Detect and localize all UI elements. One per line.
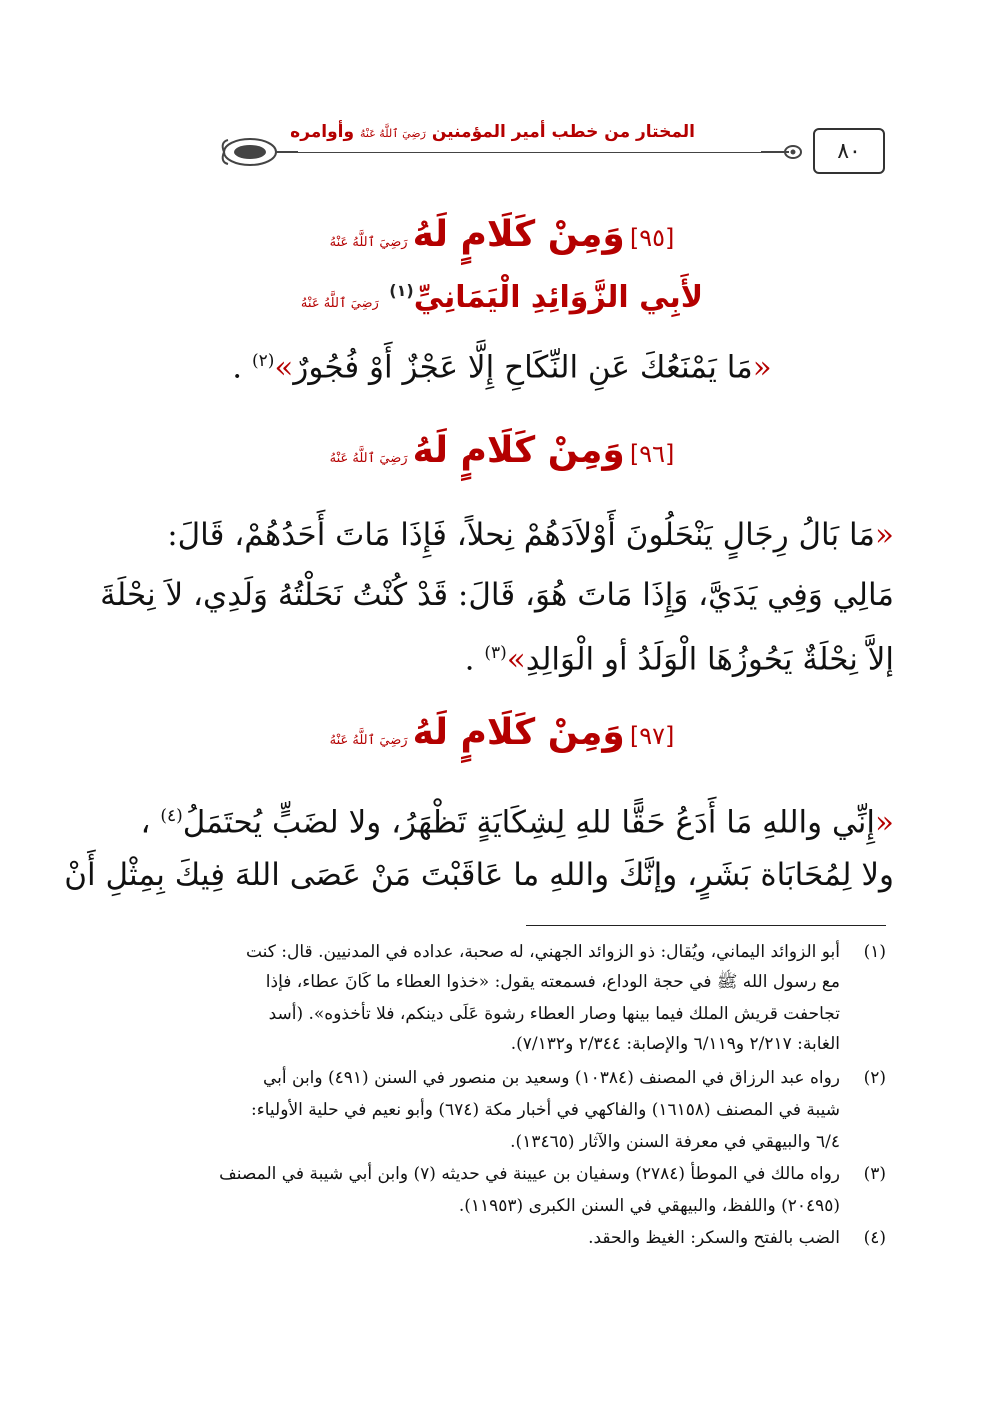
running-title: المختار من خطب أمير المؤمنين رَضِيَ ٱللَّهُ عَنْهُ وأوامره bbox=[290, 122, 695, 142]
honorific: رَضِيَ ٱللَّهُ عَنْهُ bbox=[329, 451, 408, 466]
footnote-ref: (٤) bbox=[160, 806, 183, 826]
honorific: رَضِيَ ٱللَّهُ عَنْهُ bbox=[329, 733, 408, 748]
footnote-ref: (٢) bbox=[251, 351, 275, 371]
page-number: ٨٠ bbox=[813, 128, 885, 174]
section-number: [٩٥] bbox=[629, 224, 675, 252]
honorific: رَضِيَ ٱللَّهُ عَنْهُ bbox=[360, 127, 426, 140]
section-addressee: لأَبِي الزَّوَائِدِ الْيَمَانِيِّ$^{(١)}$ رَضِيَ ٱللَّهُ عَنْهُ bbox=[300, 280, 704, 315]
footnote-separator bbox=[526, 925, 886, 926]
ornament-icon bbox=[759, 140, 803, 164]
footnote-line: شيبة في المصنف (١٦١٥٨) والفاكهي في أخبار مكة (٦٧٤) وأبو نعيم في حلية الأولياء: bbox=[251, 1100, 840, 1120]
footnote-ref: (١) bbox=[389, 281, 414, 300]
footnote-line: (٤)الضب بالفتح والسكر: الغيظ والحقد. bbox=[118, 1224, 886, 1252]
footnote-line: (١)أبو الزوائد اليماني، ويُقال: ذو الزوائد الجهني، له صحبة، عداده في المدنيين. قال: كنت bbox=[118, 938, 886, 966]
section-number: [٩٧] bbox=[629, 722, 675, 750]
section-title: وَمِنْ كَلَامٍ لَهُ bbox=[412, 712, 625, 753]
footnote-line: ٦/٤ والبيهقي في معرفة السنن والآثار (١٣٤٦٥). bbox=[510, 1132, 840, 1152]
section-number: [٩٦] bbox=[629, 440, 675, 468]
page-header bbox=[210, 118, 885, 178]
footnote-number: (١) bbox=[863, 942, 886, 962]
footnote-ref: (٣) bbox=[484, 643, 507, 663]
section-title: وَمِنْ كَلَامٍ لَهُ bbox=[412, 430, 625, 471]
header-rule bbox=[280, 152, 765, 153]
quote-line: «مَا يَمْنَعُكَ عَنِ النِّكَاحِ إِلَّا عَجْزٌ أَوْ فُجُورٌ»$^{(٢)}$ . bbox=[232, 349, 772, 386]
section-title: وَمِنْ كَلَامٍ لَهُ bbox=[412, 214, 625, 255]
section-heading bbox=[115, 712, 889, 753]
footnote-number: (٢) bbox=[863, 1068, 886, 1088]
quote-line: «مَا بَالُ رِجَالٍ يَنْحَلُونَ أَوْلاَدَهُمْ نِحلاً، فَإِذَا مَاتَ أَحَدُهُمْ، قَالَ: bbox=[167, 517, 894, 553]
footnote-line: مع رسول الله ﷺ في حجة الوداع، فسمعته يقول: «خذوا العطاء ما كَانَ عطاء، فإذا bbox=[265, 972, 840, 992]
section-heading bbox=[115, 214, 889, 255]
quote-line: مَالِي وَفِي يَدَيَّ، وَإِذَا مَاتَ هُوَ، قَالَ: قَدْ كُنْتُ نَحَلْتُهُ وَلَدِي، لاَ نِحْلَةَ bbox=[100, 577, 894, 613]
footnote-line: تجاحفت قريش الملك فيما بينها وصار العطاء رشوة عَلَى دينكم، فلا تأخذوه». (أسد bbox=[268, 1004, 840, 1024]
honorific: رَضِيَ ٱللَّهُ عَنْهُ bbox=[300, 296, 379, 311]
section-heading bbox=[115, 430, 889, 471]
footnote-line: (٢)رواه عبد الرزاق في المصنف (١٠٣٨٤) وسعيد بن منصور في السنن (٤٩١) وابن أبي bbox=[118, 1064, 886, 1092]
footnote-line: (٣)رواه مالك في الموطأ (٢٧٨٤) وسفيان بن عيينة في حديثه (٧) وابن أبي شيبة في المصنف bbox=[118, 1160, 886, 1188]
footnote-line: الغابة: ٢/٢١٧ و٦/١١٩ والإصابة: ٢/٣٤٤ و٧/١٣٢). bbox=[510, 1034, 840, 1054]
quote-line: «إِنِّي واللهِ مَا أَدَعُ حَقًّا للهِ لِشِكَايَةٍ تَظْهَرُ، ولا لضَبٍّ يُحتَمَلُ$^{(٤)}$ ، bbox=[140, 804, 894, 841]
footnote-number: (٣) bbox=[863, 1164, 886, 1184]
honorific: رَضِيَ ٱللَّهُ عَنْهُ bbox=[329, 235, 408, 250]
footnote-number: (٤) bbox=[863, 1228, 886, 1248]
footnote-line: (٢٠٤٩٥) واللفظ، والبيهقي في السنن الكبرى (١١٩٥٣). bbox=[458, 1196, 840, 1216]
quote-line: إلاَّ نِحْلَةٌ يَحُوزُهَا الْوَلَدُ أو الْوَالِدِ»$^{(٣)}$ . bbox=[464, 641, 894, 678]
quote-line: ولا لِمُحَابَاة بَشَرٍ، وإنَّكَ واللهِ ما عَاقَبْتَ مَنْ عَصَى اللهَ فِيكَ بِمِثْلِ أَنْ bbox=[64, 857, 894, 893]
